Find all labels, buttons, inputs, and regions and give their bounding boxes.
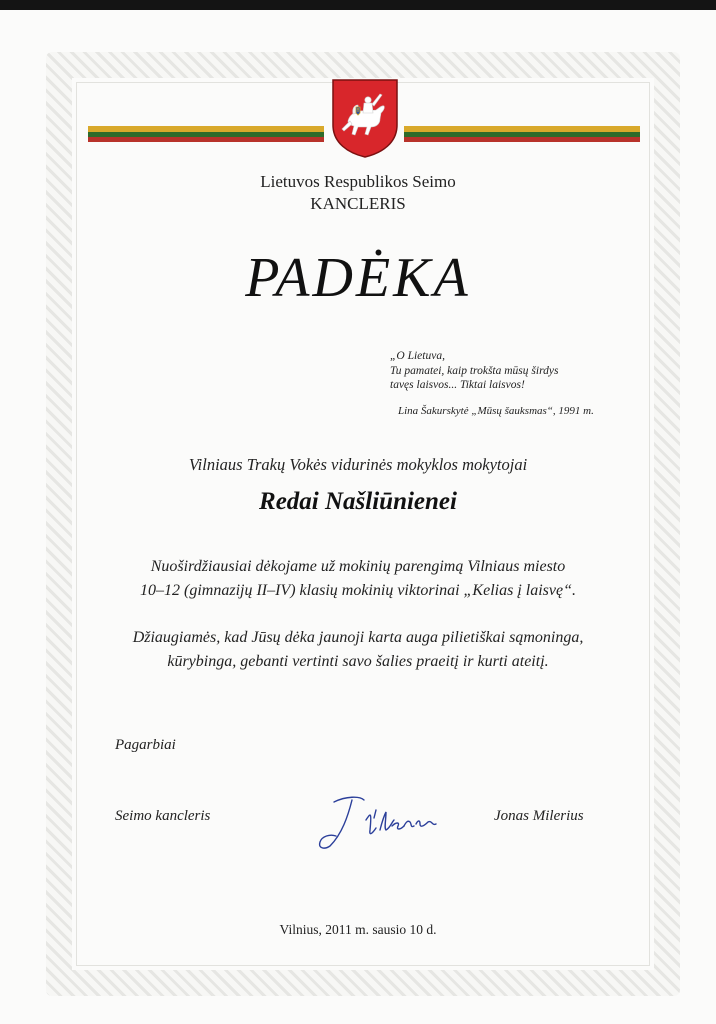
paragraph-line: Nuoširdžiausiai dėkojame už mokinių parengimą Vilniaus miesto [150,558,566,575]
place-and-date: Vilnius, 2011 m. sausio 10 d. [279,922,437,937]
coat-of-arms-icon [330,77,400,159]
quote-line: Tu pamatei, kaip trokšta mūsų širdys [390,364,559,377]
handwritten-signature [312,790,462,856]
signatory-name: Jonas Milerius [494,808,584,824]
signatory-role: Seimo kancleris [115,808,211,824]
institution-office: KANCLERIS [310,194,406,213]
quote-line: tavęs laisvos... Tiktai laisvos! [390,379,525,391]
gratitude-paragraph [0,555,716,603]
praise-paragraph [0,626,716,674]
recipient-name: Redai Našliūnienei [259,488,457,515]
closing-salutation: Pagarbiai [115,737,176,753]
quote-line: „O Lietuva, [390,350,445,362]
recipient-role: Vilniaus Trakų Vokės vidurinės mokyklos mokytojai [188,455,528,474]
paragraph-line: kūrybinga, gebanti vertinti savo šalies praeitį ir kurti ateitį. [167,653,549,670]
certificate-title: PADĖKA [245,247,471,309]
paragraph-line: 10–12 (gimnazijų II–IV) klasių mokinių viktorinai „Kelias į laisvę“. [140,582,576,599]
paragraph-line: Džiaugiamės, kad Jūsų dėka jaunoji karta auga pilietiškai sąmoninga, [132,629,584,646]
institution-name: Lietuvos Respublikos Seimo [260,172,456,191]
epigraph-quote [390,349,640,393]
issuing-institution [0,171,716,215]
scan-top-edge [0,0,716,10]
quote-source: Lina Šakurskytė „Mūsų šauksmas“, 1991 m. [398,405,594,417]
